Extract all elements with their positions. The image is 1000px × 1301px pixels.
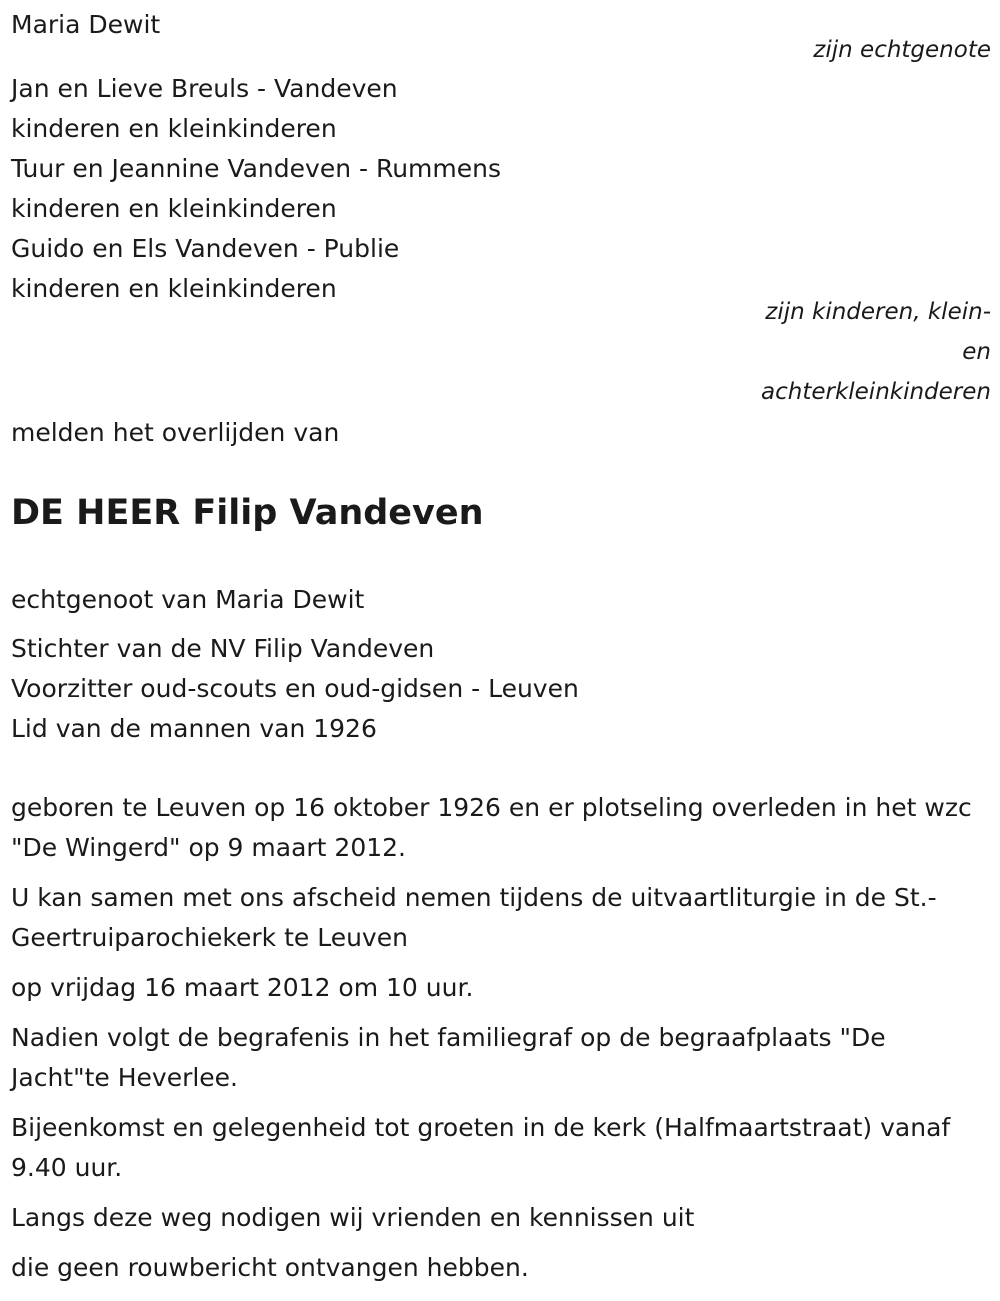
- child-line: kinderen en kleinkinderen: [11, 114, 337, 143]
- detail-paragraph: geboren te Leuven op 16 oktober 1926 en er plotseling overleden in het wzc "De Wingerd" op 9 maart 2012.: [11, 793, 972, 862]
- spouse-name: Maria Dewit: [11, 10, 161, 39]
- child-line: Guido en Els Vandeven - Publie: [11, 234, 400, 263]
- deceased-role: Stichter van de NV Filip Vandeven: [11, 634, 435, 663]
- child-line: Jan en Lieve Breuls - Vandeven: [11, 74, 398, 103]
- detail-paragraph: op vrijdag 16 maart 2012 om 10 uur.: [11, 973, 474, 1002]
- child-line: kinderen en kleinkinderen: [11, 274, 337, 303]
- children-role-line: zijn kinderen, klein-: [765, 299, 991, 325]
- detail-paragraph: Nadien volgt de begrafenis in het familiegraf op de begraafplaats "De Jacht"te Heverlee.: [11, 1023, 886, 1092]
- announcement-text: melden het overlijden van: [11, 418, 340, 447]
- deceased-role: Voorzitter oud-scouts en oud-gidsen - Leuven: [11, 674, 579, 703]
- detail-paragraph: die geen rouwbericht ontvangen hebben.: [11, 1253, 529, 1282]
- child-line: Tuur en Jeannine Vandeven - Rummens: [11, 154, 502, 183]
- children-role-line: achterkleinkinderen: [761, 379, 991, 405]
- deceased-spouse-line: echtgenoot van Maria Dewit: [11, 585, 365, 614]
- child-line: kinderen en kleinkinderen: [11, 194, 337, 223]
- deceased-name-heading: DE HEER Filip Vandeven: [11, 493, 484, 533]
- detail-paragraph: Bijeenkomst en gelegenheid tot groeten in de kerk (Halfmaartstraat) vanaf 9.40 uur.: [11, 1113, 951, 1182]
- deceased-role: Lid van de mannen van 1926: [11, 714, 377, 743]
- detail-paragraph: U kan samen met ons afscheid nemen tijdens de uitvaartliturgie in de St.-Geertruiparochiekerk te Leuven: [11, 883, 937, 952]
- detail-paragraph: Langs deze weg nodigen wij vrienden en kennissen uit: [11, 1203, 695, 1232]
- spouse-role: zijn echtgenote: [813, 37, 991, 63]
- children-role-line: en: [962, 339, 991, 365]
